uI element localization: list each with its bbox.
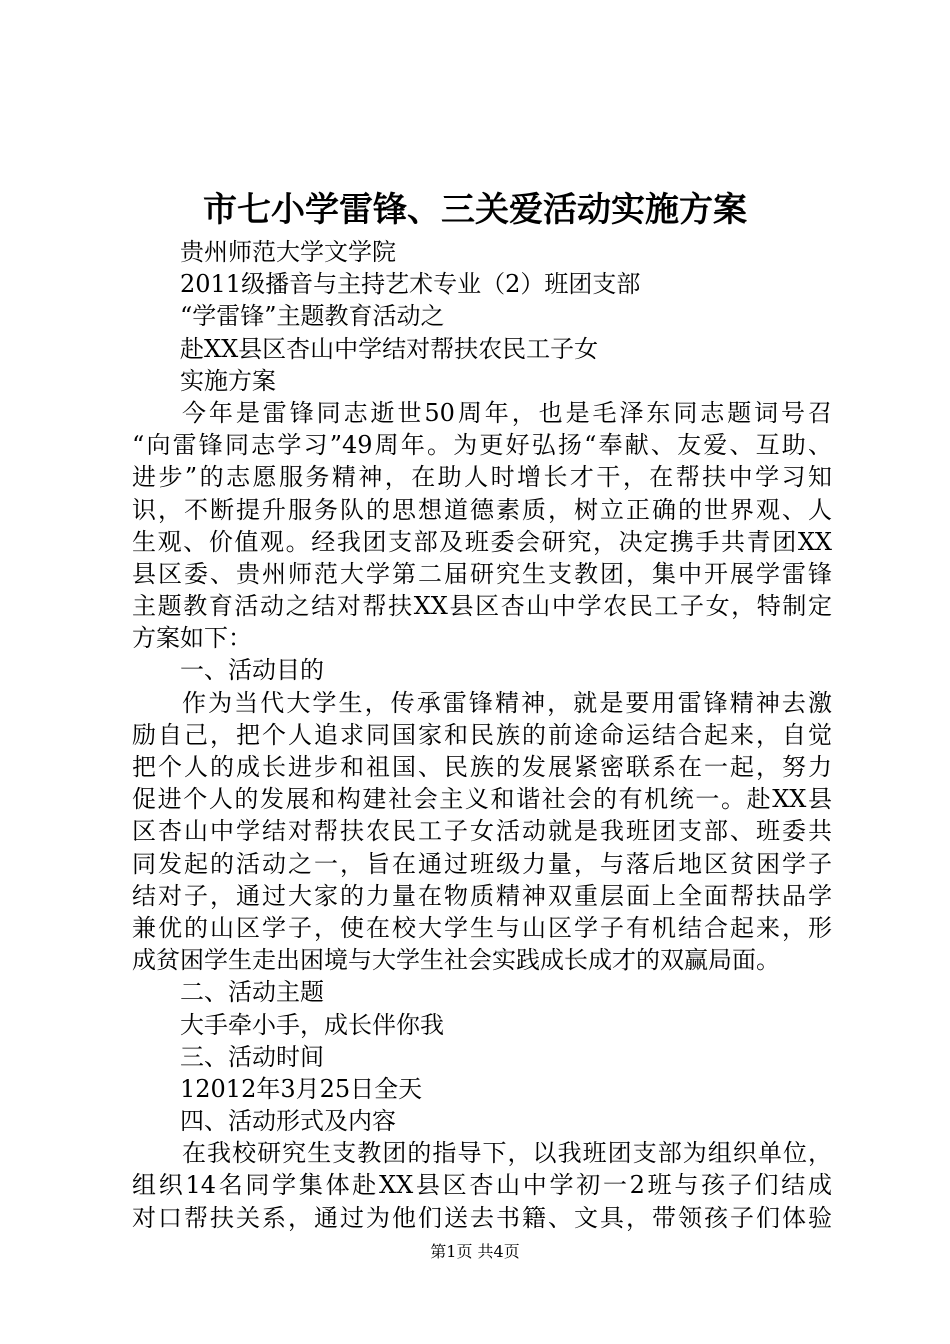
text-line: 2011级播音与主持艺术专业（2）班团支部 [180, 270, 641, 299]
section-heading: 二、活动主题 [180, 978, 324, 1007]
text-line: 在我校研究生支教团的指导下，以我班团支部为组织单位， [182, 1139, 832, 1168]
document-title: 市七小学雷锋、三关爱活动实施方案 [203, 190, 747, 230]
text-line: “学雷锋”主题教育活动之 [180, 302, 445, 331]
text-line: 励自己，把个人追求同国家和民族的前途命运结合起来，自觉 [132, 720, 832, 749]
text-line: 县区委、贵州师范大学第二届研究生支教团，集中开展学雷锋 [132, 559, 832, 588]
text-line: 结对子，通过大家的力量在物质精神双重层面上全面帮扶品学 [132, 881, 832, 910]
text-line: 成贫困学生走出困境与大学生社会实践成长成才的双赢局面。 [132, 946, 780, 975]
text-line: 方案如下： [132, 624, 252, 653]
text-line: 促进个人的发展和构建社会主义和谐社会的有机统一。赴XX县 [132, 785, 832, 814]
text-line: 贵州师范大学文学院 [180, 238, 396, 266]
text-line: 主题教育活动之结对帮扶XX县区杏山中学农民工子女，特制定 [132, 592, 832, 621]
page-number-footer: 第1页 共4页 [430, 1242, 520, 1261]
section-heading: 三、活动时间 [180, 1042, 324, 1071]
text-line: 今年是雷锋同志逝世50周年，也是毛泽东同志题词号召 [182, 398, 832, 427]
text-line: “向雷锋同志学习”49周年。为更好弘扬“奉献、友爱、互助、 [132, 431, 832, 460]
text-line: 区杏山中学结对帮扶农民工子女活动就是我班团支部、班委共 [132, 817, 832, 846]
text-line: 同发起的活动之一，旨在通过班级力量，与落后地区贫困学子 [132, 849, 832, 878]
text-line: 对口帮扶关系，通过为他们送去书籍、文具，带领孩子们体验 [132, 1203, 832, 1232]
text-line: 作为当代大学生，传承雷锋精神，就是要用雷锋精神去激 [182, 688, 832, 717]
text-line: 识，不断提升服务队的思想道德素质，树立正确的世界观、人 [132, 495, 832, 524]
text-line: 兼优的山区学子，使在校大学生与山区学子有机结合起来，形 [132, 913, 832, 942]
text-line: 大手牵小手，成长伴你我 [180, 1010, 444, 1039]
section-heading: 四、活动形式及内容 [180, 1107, 396, 1136]
text-line: 实施方案 [180, 366, 276, 395]
text-line: 进步”的志愿服务精神，在助人时增长才干，在帮扶中学习知 [132, 463, 832, 492]
text-line: 赴XX县区杏山中学结对帮扶农民工子女 [180, 334, 599, 363]
document-body [132, 236, 832, 1234]
text-line: 生观、价值观。经我团支部及班委会研究，决定携手共青团XX [132, 527, 832, 556]
section-heading: 一、活动目的 [180, 656, 324, 685]
text-line: 组织14名同学集体赴XX县区杏山中学初一2班与孩子们结成 [132, 1171, 832, 1200]
text-line: 12012年3月25日全天 [180, 1074, 423, 1103]
text-line: 把个人的成长进步和祖国、民族的发展紧密联系在一起，努力 [132, 753, 832, 781]
